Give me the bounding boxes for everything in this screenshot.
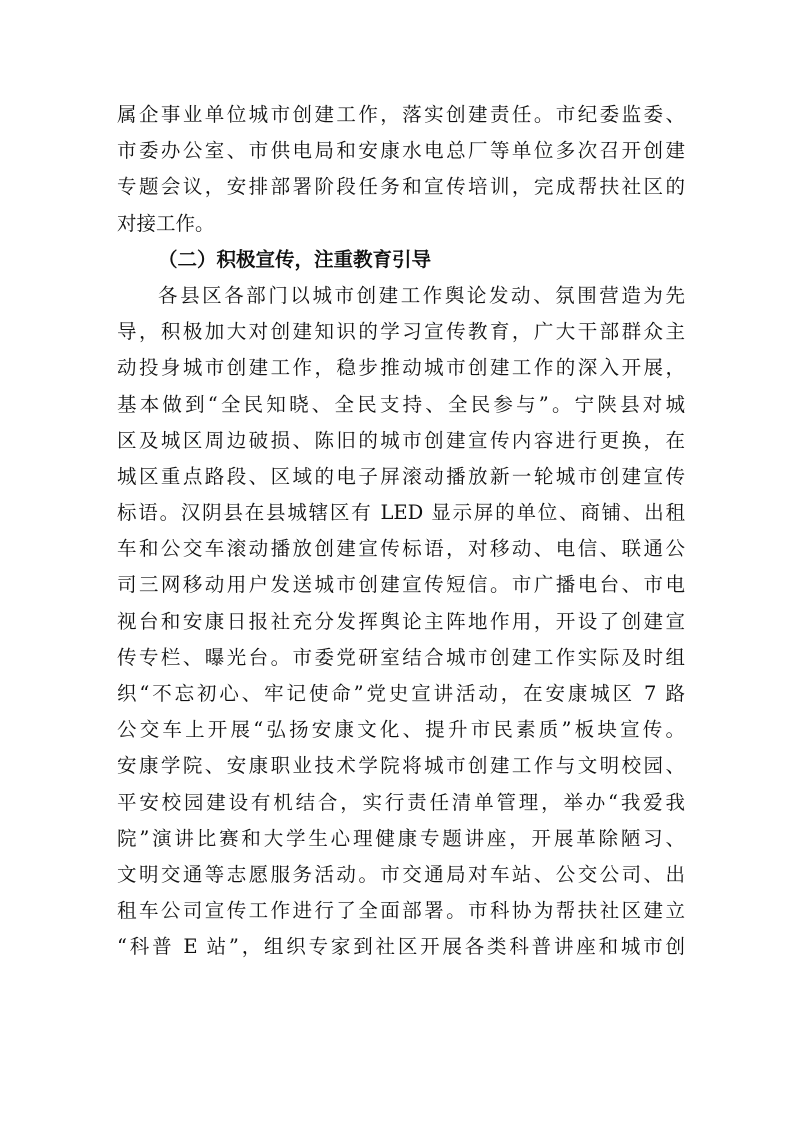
text-line: 对接工作。 <box>117 211 215 235</box>
text-line: 租车公司宣传工作进行了全面部署。市科协为帮扶社区建立 <box>117 899 685 923</box>
text-line: 视台和安康日报社充分发挥舆论主阵地作用，开设了创建宣 <box>117 609 685 633</box>
text-line: “科普 E 站”，组织专家到社区开展各类科普讲座和城市创 <box>117 935 685 959</box>
body-text <box>117 97 685 966</box>
text-line: 城区重点路段、区域的电子屏滚动播放新一轮城市创建宣传 <box>117 464 685 488</box>
text-line: 基本做到“全民知晓、全民支持、全民参与”。宁陕县对城 <box>117 392 685 416</box>
text-line: 院”演讲比赛和大学生心理健康专题讲座，开展革除陋习、 <box>117 826 685 850</box>
text-line: 司三网移动用户发送城市创建宣传短信。市广播电台、市电 <box>117 573 685 597</box>
text-line: 传专栏、曝光台。市委党研室结合城市创建工作实际及时组 <box>117 645 685 669</box>
text-line: 标语。汉阴县在县城辖区有 LED 显示屏的单位、商铺、出租 <box>117 501 685 525</box>
text-line: 动投身城市创建工作，稳步推动城市创建工作的深入开展， <box>117 356 685 380</box>
text-line: 车和公交车滚动播放创建宣传标语，对移动、电信、联通公 <box>117 537 685 561</box>
text-line: 织“不忘初心、牢记使命”党史宣讲活动，在安康城区 7 路 <box>117 682 685 705</box>
section-heading: （二）积极宣传，注重教育引导 <box>158 247 432 271</box>
text-line: 文明交通等志愿服务活动。市交通局对车站、公交公司、出 <box>117 862 685 886</box>
text-line: 市委办公室、市供电局和安康水电总厂等单位多次召开创建 <box>117 139 685 163</box>
text-line: 专题会议，安排部署阶段任务和宣传培训，完成帮扶社区的 <box>117 175 685 199</box>
text-line: 属企事业单位城市创建工作，落实创建责任。市纪委监委、 <box>117 103 685 126</box>
text-line: 安康学院、安康职业技术学院将城市创建工作与文明校园、 <box>117 754 685 778</box>
text-line: 平安校园建设有机结合，实行责任清单管理，举办“我爱我 <box>117 790 685 814</box>
text-line: 各县区各部门以城市创建工作舆论发动、氛围营造为先 <box>158 283 685 307</box>
text-line: 导，积极加大对创建知识的学习宣传教育，广大干部群众主 <box>117 320 685 344</box>
text-line: 区及城区周边破损、陈旧的城市创建宣传内容进行更换，在 <box>117 428 685 452</box>
text-line: 公交车上开展“弘扬安康文化、提升市民素质”板块宣传。 <box>117 718 685 742</box>
